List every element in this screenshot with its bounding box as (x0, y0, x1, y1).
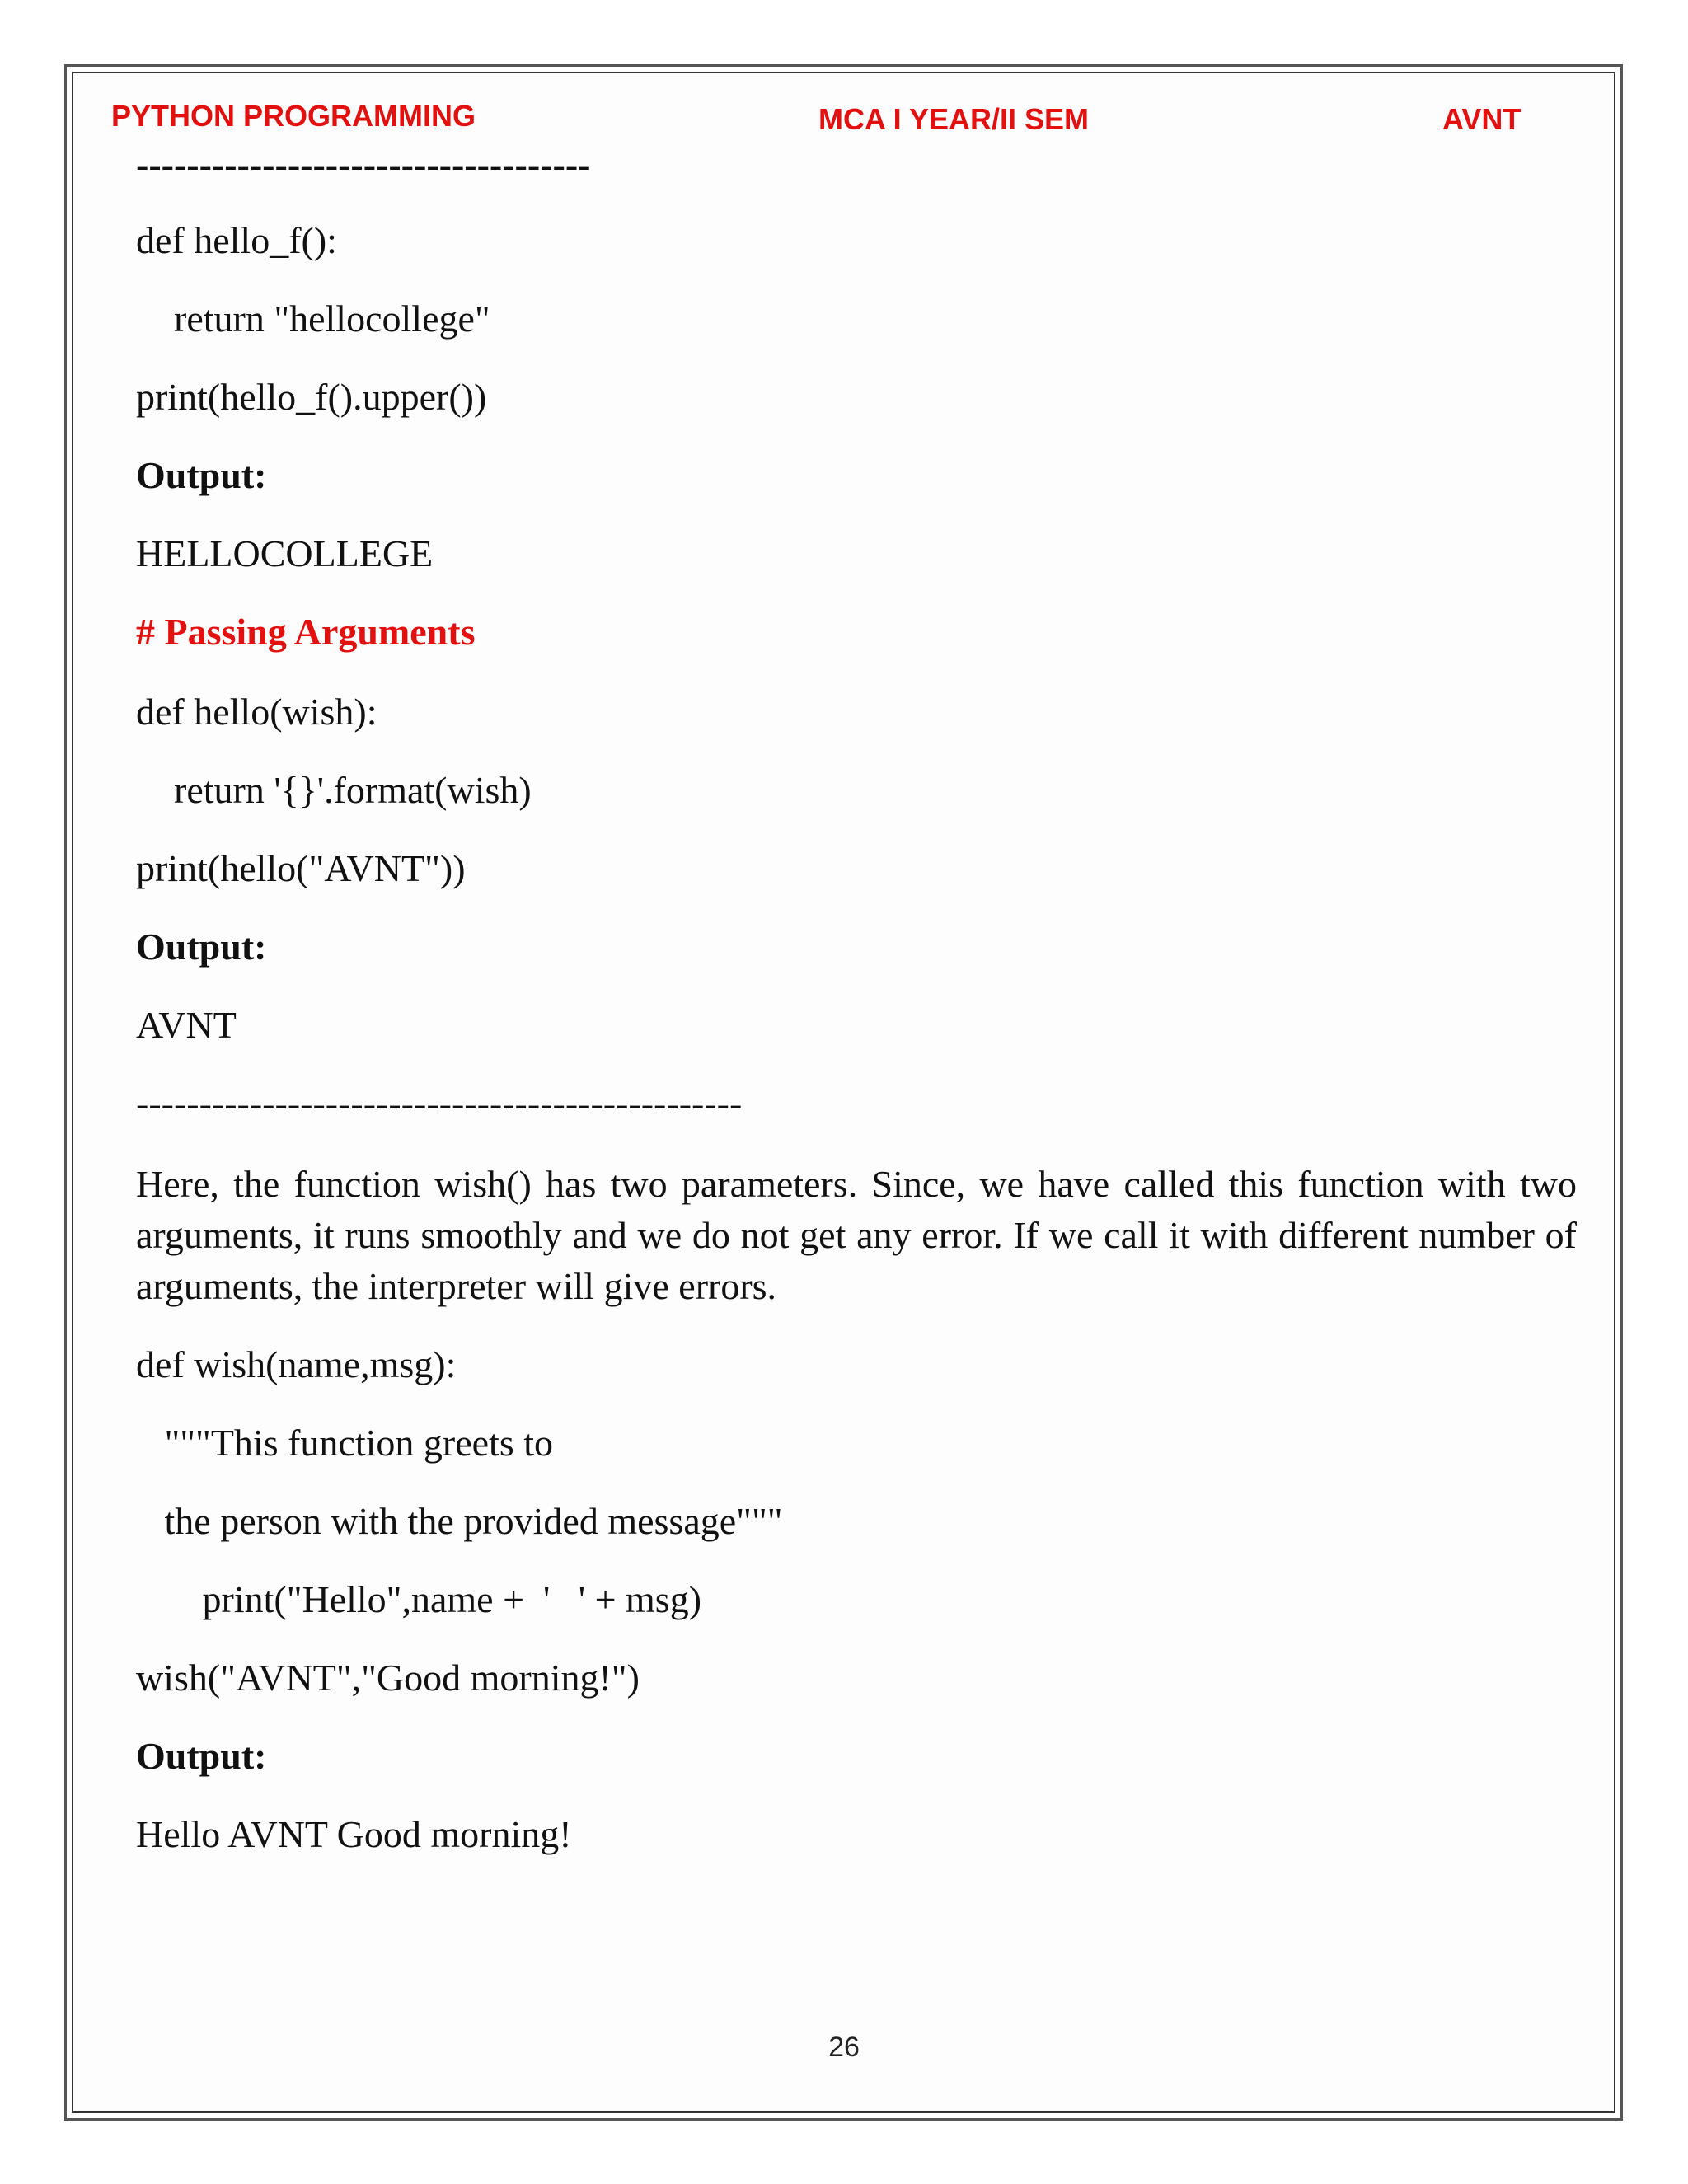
explanation-paragraph: Here, the function wish() has two parameters. Since, we have called this function with two arguments, it runs smoothly and we do not get any error. If we call it with different number of arguments, the interpreter will give errors. (136, 1163, 1577, 1307)
code-line: the person with the provided message""" (136, 1500, 783, 1542)
code-line: return '{}'.format(wish) (136, 769, 532, 811)
code-line: def hello_f(): (136, 219, 337, 261)
output-value: Hello AVNT Good morning! (136, 1813, 572, 1855)
divider-rule: ------------------------------------------------ (136, 1082, 743, 1124)
code-line: wish("AVNT","Good morning!") (136, 1657, 640, 1699)
output-label: Output: (136, 454, 267, 496)
header-year-semester: MCA I YEAR/II SEM (818, 102, 1090, 136)
code-line: """This function greets to (136, 1422, 554, 1464)
code-line: print("Hello",name + ' ' + msg) (136, 1578, 702, 1620)
code-line: print(hello_f().upper()) (136, 376, 487, 418)
page-number: 26 (828, 2032, 860, 2063)
divider-rule: ------------------------------------ (136, 143, 591, 185)
output-value: HELLOCOLLEGE (136, 532, 434, 574)
output-label: Output: (136, 1735, 267, 1777)
section-heading: # Passing Arguments (136, 611, 476, 653)
code-line: print(hello("AVNT")) (136, 847, 466, 889)
output-value: AVNT (136, 1004, 237, 1046)
code-line: return "hellocollege" (136, 298, 490, 340)
header-author: AVNT (1442, 102, 1522, 136)
code-line: def hello(wish): (136, 691, 377, 733)
code-line: def wish(name,msg): (136, 1343, 457, 1385)
header-course-title: PYTHON PROGRAMMING (111, 99, 476, 133)
output-label: Output: (136, 926, 267, 968)
